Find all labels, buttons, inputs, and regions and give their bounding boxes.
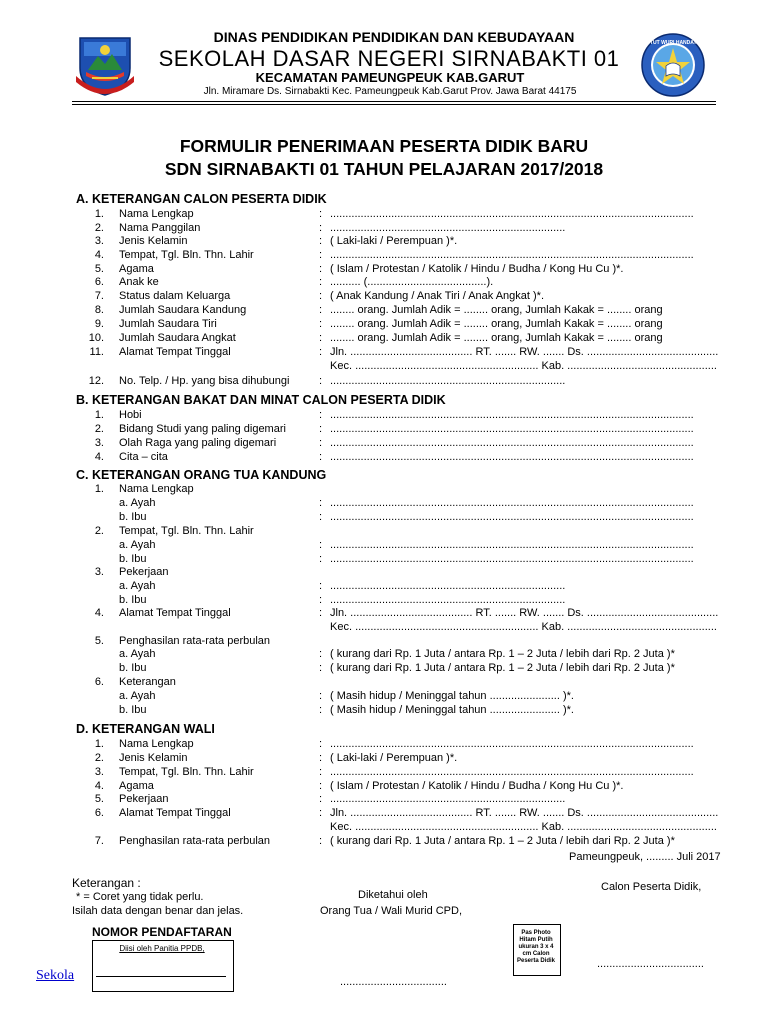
row-value-field[interactable]: ....................................................................................................................... [330,423,694,435]
row-value-field[interactable]: ( kurang dari Rp. 1 Juta / antara Rp. 1 – 2 Juta / lebih dari Rp. 2 Juta )* [330,662,675,674]
row-number: 4. [94,780,104,792]
row-value-field[interactable]: ( Islam / Protestan / Katolik / Hindu / Budha / Kong Hu Cu )*. [330,780,624,792]
candidate-signature-line: ................................... [597,958,704,970]
row-label: b. Ibu [119,553,147,565]
row-value-field[interactable]: ....................................................................................................................... [330,766,694,778]
row-value-field[interactable]: ....................................................................................................................... [330,511,694,523]
row-colon: : [319,835,323,847]
row-colon: : [319,497,323,509]
row-label: Alamat Tempat Tinggal [119,607,231,619]
row-label: Olah Raga yang paling digemari [119,437,277,449]
row-number: 5. [94,635,104,647]
row-number: 7. [94,290,104,302]
row-number: 1. [94,208,104,220]
registration-number-title: NOMOR PENDAFTARAN [92,925,232,939]
row-value-field[interactable]: ( Laki-laki / Perempuan )*. [330,752,458,764]
parent-signature-line: ................................... [340,976,447,988]
row-colon: : [319,553,323,565]
row-label: a. Ayah [119,539,156,551]
row-value-field[interactable]: ( kurang dari Rp. 1 Juta / antara Rp. 1 – 2 Juta / lebih dari Rp. 2 Juta )* [330,648,675,660]
row-label: Nama Panggilan [119,222,201,234]
row-number: 12. [88,375,104,387]
row-label: Penghasilan rata-rata perbulan [119,635,271,647]
row-colon: : [319,539,323,551]
form-title: FORMULIR PENERIMAAN PESERTA DIDIK BARU [179,136,589,156]
keterangan-label: Keterangan : [72,876,141,890]
row-colon: : [319,249,323,261]
row-label: a. Ayah [119,580,156,592]
row-label: Agama [119,780,154,792]
row-label: Pekerjaan [119,566,169,578]
row-value-field[interactable]: ....................................................................................................................... [330,451,694,463]
row-label: Alamat Tempat Tinggal [119,807,231,819]
row-number: 5. [94,263,104,275]
row-value-field[interactable]: ........ orang. Jumlah Adik = ........ orang, Jumlah Kakak = ........ orang [330,318,663,330]
row-number: 11. [89,346,104,358]
row-number: 2. [94,423,104,435]
row-number: 5. [94,793,104,805]
form-subtitle: SDN SIRNABAKTI 01 TAHUN PELAJARAN 2017/2018 [164,159,604,179]
row-colon: : [319,690,323,702]
row-colon: : [319,738,323,750]
row-value-field[interactable]: ( kurang dari Rp. 1 Juta / antara Rp. 1 – 2 Juta / lebih dari Rp. 2 Juta )* [330,835,675,847]
row-number: 9. [94,318,104,330]
row-value-field[interactable]: ( Islam / Protestan / Katolik / Hindu / Budha / Kong Hu Cu )*. [330,263,624,275]
row-label: Nama Lengkap [119,483,194,495]
row-value-field[interactable]: .......... (.......................................). [330,276,494,288]
row-label: Tempat, Tgl. Bln. Thn. Lahir [119,766,254,778]
row-value-field[interactable]: ....................................................................................................................... [330,553,694,565]
row-colon: : [319,290,323,302]
row-colon: : [319,704,323,716]
section-b-heading: B. KETERANGAN BAKAT DAN MINAT CALON PESERTA DIDIK [76,393,446,407]
row-colon: : [319,208,323,220]
row-colon: : [319,423,323,435]
row-value-field[interactable]: Jln. ........................................ RT. ....... RW. ....... Ds. ........................................... [330,807,719,819]
row-value-field[interactable]: ............................................................................. [330,793,566,805]
row-value-field[interactable]: ....................................................................................................................... [330,208,694,220]
row-colon: : [319,332,323,344]
date-line: Pameungpeuk, ......... Juli 2017 [569,851,721,863]
row-label: Anak ke [119,276,159,288]
note-strike: * = Coret yang tidak perlu. [76,891,204,903]
row-value-field[interactable]: ( Masih hidup / Meninggal tahun ....................... )*. [330,704,574,716]
agency-name: DINAS PENDIDIKAN PENDIDIKAN DAN KEBUDAYAAN [213,29,575,45]
row-colon: : [319,375,323,387]
row-value-field[interactable]: ....................................................................................................................... [330,437,694,449]
row-value-field[interactable]: ............................................................................. [330,222,566,234]
known-by-label: Diketahui oleh [358,889,428,901]
row-value-field[interactable]: ....................................................................................................................... [330,738,694,750]
row-colon: : [319,263,323,275]
row-colon: : [319,409,323,421]
row-label: Bidang Studi yang paling digemari [119,423,286,435]
row-value-field[interactable]: ............................................................................. [330,594,566,606]
row-label: a. Ayah [119,690,156,702]
row-number: 2. [94,222,104,234]
row-label: Hobi [119,409,142,421]
school-address: Jln. Miramare Ds. Sirnabakti Kec. Pameungpeuk Kab.Garut Prov. Jawa Barat 44175 [203,86,577,97]
row-colon: : [319,451,323,463]
row-number: 6. [94,676,104,688]
row-number: 10. [88,332,104,344]
row-colon: : [319,752,323,764]
row-value-field[interactable]: ............................................................................. [330,375,566,387]
row-label: Pekerjaan [119,793,169,805]
row-colon: : [319,222,323,234]
section-a-heading: A. KETERANGAN CALON PESERTA DIDIK [76,192,327,206]
row-number: 4. [94,451,104,463]
row-label: b. Ibu [119,662,147,674]
row-label: b. Ibu [119,511,147,523]
row-label: No. Telp. / Hp. yang bisa dihubungi [119,375,290,387]
row-number: 3. [94,566,104,578]
row-label: b. Ibu [119,594,147,606]
row-number: 6. [94,276,104,288]
row-colon: : [319,594,323,606]
row-number: 4. [94,607,104,619]
row-label: Jenis Kelamin [119,752,188,764]
row-label: Keterangan [119,676,176,688]
row-label: Penghasilan rata-rata perbulan [119,835,271,847]
row-colon: : [319,318,323,330]
row-value-field[interactable]: ( Anak Kandung / Anak Tiri / Anak Angkat )*. [330,290,545,302]
note-fill-clearly: Isilah data dengan benar dan jelas. [72,905,244,917]
registration-underline [96,976,226,977]
district-name: KECAMATAN PAMEUNGPEUK KAB.GARUT [255,70,525,85]
row-value-field[interactable]: ....................................................................................................................... [330,409,694,421]
row-label: Tempat, Tgl. Bln. Thn. Lahir [119,525,254,537]
row-number: 3. [94,437,104,449]
row-label: Nama Lengkap [119,738,194,750]
row-label: Cita – cita [119,451,168,463]
row-number: 3. [94,235,104,247]
row-value-field[interactable]: ( Laki-laki / Perempuan )*. [330,235,458,247]
header-divider-thin [72,104,716,105]
row-colon: : [319,346,323,358]
row-colon: : [319,304,323,316]
row-value-field[interactable]: ............................................................................. [330,580,566,592]
row-label: Jumlah Saudara Angkat [119,332,236,344]
row-value-field[interactable]: Jln. ........................................ RT. ....... RW. ....... Ds. ........................................... [330,607,719,619]
row-label: Jumlah Saudara Kandung [119,304,247,316]
row-number: 6. [94,807,104,819]
row-number: 1. [94,483,104,495]
candidate-label: Calon Peserta Didik, [601,881,702,893]
row-number: 2. [94,525,104,537]
row-label: a. Ayah [119,648,156,660]
row-value-field[interactable]: ....................................................................................................................... [330,539,694,551]
row-colon: : [319,780,323,792]
row-colon: : [319,807,323,819]
section-d-heading: D. KETERANGAN WALI [76,722,215,736]
row-colon: : [319,511,323,523]
row-colon: : [319,580,323,592]
row-colon: : [319,276,323,288]
row-colon: : [319,793,323,805]
row-label: Agama [119,263,154,275]
row-value-field[interactable]: ........ orang. Jumlah Adik = ........ orang, Jumlah Kakak = ........ orang [330,304,663,316]
row-label: Alamat Tempat Tinggal [119,346,231,358]
row-number: 4. [94,249,104,261]
header-divider [72,101,716,102]
row-colon: : [319,437,323,449]
photo-note: Pas Photo Hitam Putih ukuran 3 x 4 cm Calon Peserta Didik [516,930,556,964]
row-value-field[interactable]: ( Masih hidup / Meninggal tahun ....................... )*. [330,690,574,702]
row-label: b. Ibu [119,704,147,716]
school-link[interactable]: Sekola [36,968,75,983]
row-value-field[interactable]: ....................................................................................................................... [330,497,694,509]
registration-note: Diisi oleh Panitia PPDB, [119,944,205,953]
parent-label: Orang Tua / Wali Murid CPD, [320,905,463,917]
row-label: a. Ayah [119,497,156,509]
row-number: 1. [94,738,104,750]
row-value-field[interactable]: Kec. ............................................................ Kab. ................................................. [330,360,717,372]
row-label: Jumlah Saudara Tiri [119,318,217,330]
logo-right-caption: TUT WURI HANDAYANI [650,40,705,46]
section-c-heading: C. KETERANGAN ORANG TUA KANDUNG [76,468,327,482]
row-value-field[interactable]: ....................................................................................................................... [330,249,694,261]
row-number: 8. [94,304,104,316]
row-value-field[interactable]: Jln. ........................................ RT. ....... RW. ....... Ds. ........................................... [330,346,719,358]
row-colon: : [319,607,323,619]
row-colon: : [319,648,323,660]
row-number: 1. [94,409,104,421]
row-number: 2. [94,752,104,764]
row-colon: : [319,235,323,247]
school-name: SEKOLAH DASAR NEGERI SIRNABAKTI 01 [158,46,620,71]
row-number: 3. [94,766,104,778]
row-value-field[interactable]: ........ orang. Jumlah Adik = ........ orang, Jumlah Kakak = ........ orang [330,332,663,344]
row-label: Jenis Kelamin [119,235,188,247]
row-label: Tempat, Tgl. Bln. Thn. Lahir [119,249,254,261]
row-colon: : [319,662,323,674]
row-value-field[interactable]: Kec. ............................................................ Kab. ................................................. [330,621,717,633]
row-label: Status dalam Keluarga [119,290,231,302]
row-colon: : [319,766,323,778]
row-value-field[interactable]: Kec. ............................................................ Kab. ................................................. [330,821,717,833]
row-number: 7. [94,835,104,847]
row-label: Nama Lengkap [119,208,194,220]
